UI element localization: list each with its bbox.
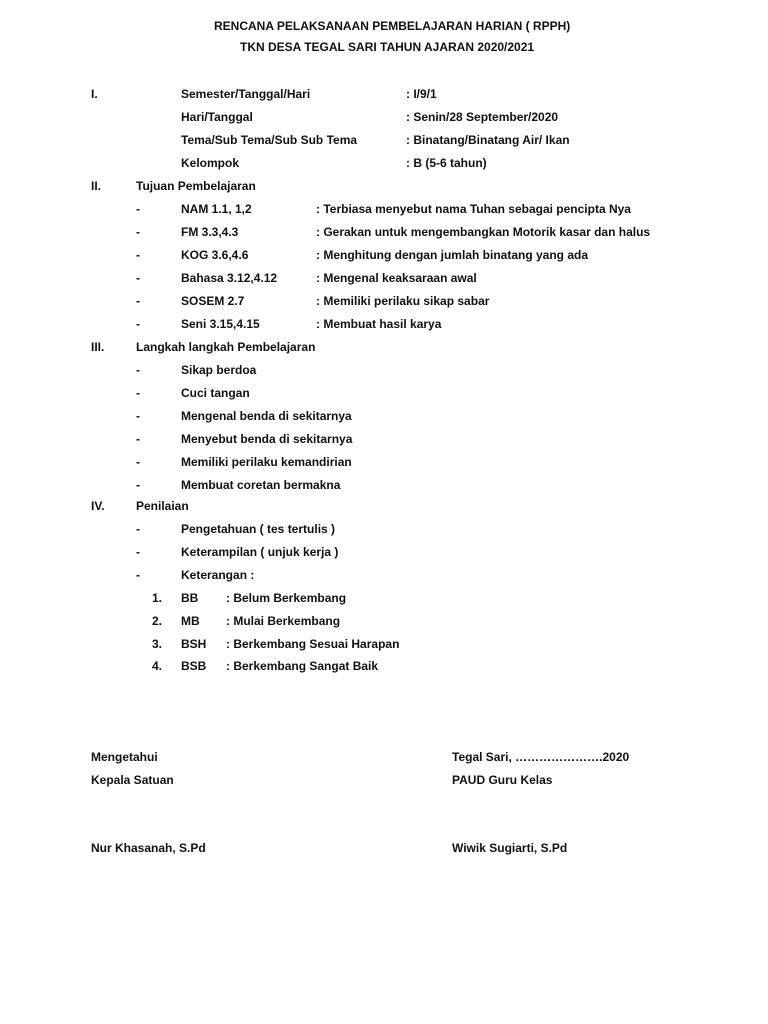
list-bullet: - [136,568,140,582]
legend-desc: : Belum Berkembang [226,591,347,605]
signature-right-place-date: Tegal Sari, ………………….2020 [452,750,630,764]
section-1-numeral: I. [91,87,98,101]
info-value: : B (5-6 tahun) [406,156,487,170]
info-value: : Binatang/Binatang Air/ Ikan [406,133,570,147]
document-subtitle: TKN DESA TEGAL SARI TAHUN AJARAN 2020/2021 [240,40,535,54]
signature-right-name: Wiwik Sugiarti, S.Pd [452,841,568,855]
assessment-item: Pengetahuan ( tes tertulis ) [181,522,336,536]
legend-desc: : Berkembang Sesuai Harapan [226,637,400,651]
objective-desc: : Menghitung dengan jumlah binatang yang ada [316,248,589,262]
signature-right-role: PAUD Guru Kelas [452,773,553,787]
section-4-heading: Penilaian [136,499,189,513]
objective-code: Bahasa 3.12,4.12 [181,271,278,285]
objective-desc: : Memiliki perilaku sikap sabar [316,294,490,308]
objective-desc: : Terbiasa menyebut nama Tuhan sebagai pencipta Nya [316,202,631,216]
step-item: Sikap berdoa [181,363,257,377]
objective-code: KOG 3.6,4.6 [181,248,249,262]
signature-left-role: Kepala Satuan [91,773,174,787]
legend-number: 4. [152,659,163,673]
legend-code: BSB [181,659,207,673]
assessment-item: Keterampilan ( unjuk kerja ) [181,545,339,559]
assessment-item: Keterangan : [181,568,255,582]
objective-code: Seni 3.15,4.15 [181,317,260,331]
info-label: Semester/Tanggal/Hari [181,87,311,101]
legend-desc: : Berkembang Sangat Baik [226,659,379,673]
step-item: Memiliki perilaku kemandirian [181,455,352,469]
list-bullet: - [136,317,140,331]
list-bullet: - [136,202,140,216]
list-bullet: - [136,363,140,377]
list-bullet: - [136,455,140,469]
list-bullet: - [136,248,140,262]
legend-desc: : Mulai Berkembang [226,614,341,628]
signature-left-acknowledge: Mengetahui [91,750,158,764]
list-bullet: - [136,545,140,559]
step-item: Cuci tangan [181,386,250,400]
objective-code: SOSEM 2.7 [181,294,245,308]
step-item: Menyebut benda di sekitarnya [181,432,353,446]
list-bullet: - [136,386,140,400]
info-value: : I/9/1 [406,87,437,101]
document-title: RENCANA PELAKSANAAN PEMBELAJARAN HARIAN ( RPPH) [214,19,571,33]
list-bullet: - [136,478,140,492]
info-label: Tema/Sub Tema/Sub Sub Tema [181,133,358,147]
section-3-numeral: III. [91,340,105,354]
objective-code: FM 3.3,4.3 [181,225,239,239]
list-bullet: - [136,271,140,285]
list-bullet: - [136,522,140,536]
legend-number: 1. [152,591,163,605]
objective-desc: : Gerakan untuk mengembangkan Motorik kasar dan halus [316,225,651,239]
list-bullet: - [136,225,140,239]
info-label: Hari/Tanggal [181,110,253,124]
legend-code: BB [181,591,199,605]
list-bullet: - [136,294,140,308]
legend-code: MB [181,614,200,628]
objective-desc: : Membuat hasil karya [316,317,442,331]
legend-number: 3. [152,637,163,651]
list-bullet: - [136,432,140,446]
section-2-heading: Tujuan Pembelajaran [136,179,256,193]
objective-code: NAM 1.1, 1,2 [181,202,252,216]
signature-left-name: Nur Khasanah, S.Pd [91,841,206,855]
legend-number: 2. [152,614,163,628]
step-item: Mengenal benda di sekitarnya [181,409,352,423]
section-4-numeral: IV. [91,499,105,513]
section-3-heading: Langkah langkah Pembelajaran [136,340,316,354]
list-bullet: - [136,409,140,423]
section-2-numeral: II. [91,179,102,193]
legend-code: BSH [181,637,207,651]
step-item: Membuat coretan bermakna [181,478,341,492]
objective-desc: : Mengenal keaksaraan awal [316,271,477,285]
info-value: : Senin/28 September/2020 [406,110,559,124]
info-label: Kelompok [181,156,240,170]
